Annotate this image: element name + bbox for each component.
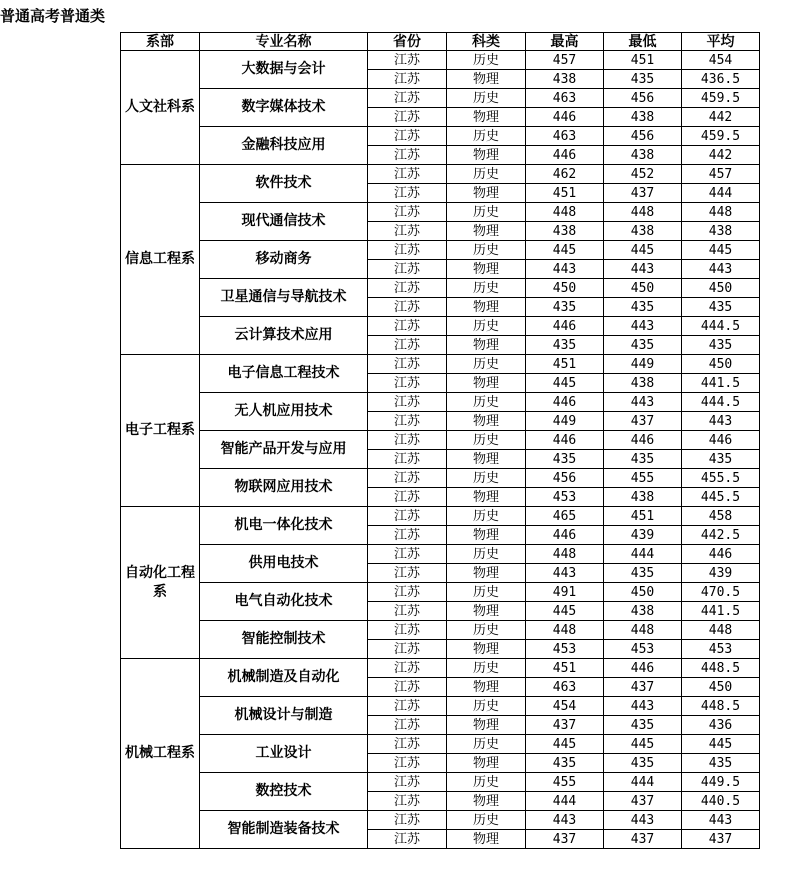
province-cell: 江苏 [368, 89, 447, 108]
subject-cell: 物理 [447, 374, 526, 393]
max-score-cell: 445 [526, 241, 604, 260]
max-score-cell: 463 [526, 127, 604, 146]
province-cell: 江苏 [368, 241, 447, 260]
province-cell: 江苏 [368, 830, 447, 849]
min-score-cell: 438 [604, 146, 682, 165]
max-score-cell: 463 [526, 678, 604, 697]
min-score-cell: 446 [604, 659, 682, 678]
province-cell: 江苏 [368, 279, 447, 298]
header-department: 系部 [121, 33, 200, 51]
header-row [121, 33, 760, 51]
major-name: 工业设计 [200, 735, 368, 773]
province-cell: 江苏 [368, 203, 447, 222]
avg-score-cell: 450 [682, 355, 760, 374]
province-cell: 江苏 [368, 545, 447, 564]
min-score-cell: 438 [604, 488, 682, 507]
avg-score-cell: 453 [682, 640, 760, 659]
min-score-cell: 443 [604, 697, 682, 716]
max-score-cell: 457 [526, 51, 604, 70]
max-score-cell: 446 [526, 526, 604, 545]
header-min: 最低 [604, 33, 682, 51]
table-row [121, 507, 760, 526]
subject-cell: 物理 [447, 70, 526, 89]
avg-score-cell: 450 [682, 678, 760, 697]
subject-cell: 物理 [447, 640, 526, 659]
subject-cell: 历史 [447, 51, 526, 70]
min-score-cell: 451 [604, 507, 682, 526]
min-score-cell: 443 [604, 260, 682, 279]
province-cell: 江苏 [368, 678, 447, 697]
avg-score-cell: 436.5 [682, 70, 760, 89]
major-name: 软件技术 [200, 165, 368, 203]
subject-cell: 物理 [447, 450, 526, 469]
min-score-cell: 438 [604, 374, 682, 393]
major-name: 电子信息工程技术 [200, 355, 368, 393]
department-name: 人文社科系 [125, 99, 195, 115]
major-name: 智能产品开发与应用 [200, 431, 368, 469]
major-name: 数字媒体技术 [200, 89, 368, 127]
subject-cell: 历史 [447, 393, 526, 412]
max-score-cell: 446 [526, 393, 604, 412]
max-score-cell: 450 [526, 279, 604, 298]
table-row [121, 51, 760, 70]
header-max: 最高 [526, 33, 604, 51]
province-cell: 江苏 [368, 621, 447, 640]
province-cell: 江苏 [368, 735, 447, 754]
min-score-cell: 456 [604, 127, 682, 146]
province-cell: 江苏 [368, 70, 447, 89]
min-score-cell: 438 [604, 108, 682, 127]
max-score-cell: 454 [526, 697, 604, 716]
min-score-cell: 456 [604, 89, 682, 108]
major-name: 物联网应用技术 [200, 469, 368, 507]
avg-score-cell: 442 [682, 146, 760, 165]
department-name: 信息工程系 [125, 251, 195, 267]
province-cell: 江苏 [368, 260, 447, 279]
min-score-cell: 445 [604, 241, 682, 260]
avg-score-cell: 438 [682, 222, 760, 241]
province-cell: 江苏 [368, 754, 447, 773]
min-score-cell: 435 [604, 716, 682, 735]
min-score-cell: 444 [604, 545, 682, 564]
avg-score-cell: 445 [682, 735, 760, 754]
max-score-cell: 462 [526, 165, 604, 184]
header-province: 省份 [368, 33, 447, 51]
province-cell: 江苏 [368, 412, 447, 431]
avg-score-cell: 435 [682, 450, 760, 469]
min-score-cell: 451 [604, 51, 682, 70]
subject-cell: 物理 [447, 260, 526, 279]
min-score-cell: 443 [604, 393, 682, 412]
avg-score-cell: 446 [682, 545, 760, 564]
subject-cell: 历史 [447, 659, 526, 678]
subject-cell: 物理 [447, 830, 526, 849]
province-cell: 江苏 [368, 564, 447, 583]
subject-cell: 历史 [447, 811, 526, 830]
province-cell: 江苏 [368, 108, 447, 127]
min-score-cell: 443 [604, 811, 682, 830]
province-cell: 江苏 [368, 602, 447, 621]
table-row [121, 773, 760, 792]
table-row [121, 545, 760, 564]
avg-score-cell: 450 [682, 279, 760, 298]
table-row [121, 89, 760, 108]
major-name: 智能控制技术 [200, 621, 368, 659]
department-name: 自动化工程系 [125, 564, 195, 600]
header-avg: 平均 [682, 33, 760, 51]
department-cell [121, 659, 200, 849]
department-name: 机械工程系 [125, 745, 195, 761]
max-score-cell: 491 [526, 583, 604, 602]
province-cell: 江苏 [368, 792, 447, 811]
table-row [121, 431, 760, 450]
max-score-cell: 446 [526, 317, 604, 336]
subject-cell: 历史 [447, 735, 526, 754]
min-score-cell: 443 [604, 317, 682, 336]
min-score-cell: 455 [604, 469, 682, 488]
min-score-cell: 437 [604, 830, 682, 849]
major-name: 供用电技术 [200, 545, 368, 583]
subject-cell: 历史 [447, 241, 526, 260]
min-score-cell: 445 [604, 735, 682, 754]
subject-cell: 历史 [447, 621, 526, 640]
subject-cell: 物理 [447, 108, 526, 127]
avg-score-cell: 459.5 [682, 127, 760, 146]
province-cell: 江苏 [368, 488, 447, 507]
subject-cell: 历史 [447, 165, 526, 184]
province-cell: 江苏 [368, 526, 447, 545]
table-row [121, 621, 760, 640]
subject-cell: 历史 [447, 773, 526, 792]
province-cell: 江苏 [368, 811, 447, 830]
subject-cell: 历史 [447, 507, 526, 526]
table-row [121, 811, 760, 830]
max-score-cell: 435 [526, 298, 604, 317]
avg-score-cell: 454 [682, 51, 760, 70]
province-cell: 江苏 [368, 393, 447, 412]
avg-score-cell: 446 [682, 431, 760, 450]
province-cell: 江苏 [368, 127, 447, 146]
subject-cell: 物理 [447, 602, 526, 621]
department-cell [121, 507, 200, 659]
avg-score-cell: 437 [682, 830, 760, 849]
min-score-cell: 435 [604, 70, 682, 89]
table-row [121, 241, 760, 260]
min-score-cell: 448 [604, 203, 682, 222]
max-score-cell: 438 [526, 222, 604, 241]
max-score-cell: 435 [526, 754, 604, 773]
min-score-cell: 448 [604, 621, 682, 640]
max-score-cell: 456 [526, 469, 604, 488]
province-cell: 江苏 [368, 165, 447, 184]
subject-cell: 物理 [447, 716, 526, 735]
table-row [121, 393, 760, 412]
subject-cell: 物理 [447, 146, 526, 165]
score-table [120, 32, 760, 849]
max-score-cell: 448 [526, 621, 604, 640]
avg-score-cell: 441.5 [682, 602, 760, 621]
subject-cell: 物理 [447, 412, 526, 431]
header-subject: 科类 [447, 33, 526, 51]
avg-score-cell: 448 [682, 621, 760, 640]
max-score-cell: 435 [526, 336, 604, 355]
avg-score-cell: 435 [682, 336, 760, 355]
table-row [121, 317, 760, 336]
max-score-cell: 445 [526, 735, 604, 754]
table-row [121, 583, 760, 602]
max-score-cell: 451 [526, 184, 604, 203]
min-score-cell: 437 [604, 184, 682, 203]
province-cell: 江苏 [368, 431, 447, 450]
avg-score-cell: 455.5 [682, 469, 760, 488]
department-cell [121, 355, 200, 507]
max-score-cell: 443 [526, 260, 604, 279]
subject-cell: 历史 [447, 431, 526, 450]
subject-cell: 物理 [447, 336, 526, 355]
major-name: 云计算技术应用 [200, 317, 368, 355]
avg-score-cell: 439 [682, 564, 760, 583]
max-score-cell: 437 [526, 830, 604, 849]
min-score-cell: 446 [604, 431, 682, 450]
avg-score-cell: 448 [682, 203, 760, 222]
min-score-cell: 435 [604, 564, 682, 583]
subject-cell: 历史 [447, 203, 526, 222]
avg-score-cell: 448.5 [682, 697, 760, 716]
province-cell: 江苏 [368, 298, 447, 317]
avg-score-cell: 444.5 [682, 317, 760, 336]
table-row [121, 279, 760, 298]
max-score-cell: 448 [526, 545, 604, 564]
major-name: 卫星通信与导航技术 [200, 279, 368, 317]
major-name: 金融科技应用 [200, 127, 368, 165]
subject-cell: 物理 [447, 526, 526, 545]
department-cell [121, 165, 200, 355]
min-score-cell: 435 [604, 336, 682, 355]
max-score-cell: 435 [526, 450, 604, 469]
subject-cell: 历史 [447, 89, 526, 108]
major-name: 移动商务 [200, 241, 368, 279]
avg-score-cell: 442.5 [682, 526, 760, 545]
max-score-cell: 463 [526, 89, 604, 108]
max-score-cell: 437 [526, 716, 604, 735]
min-score-cell: 450 [604, 279, 682, 298]
subject-cell: 物理 [447, 564, 526, 583]
avg-score-cell: 443 [682, 260, 760, 279]
avg-score-cell: 436 [682, 716, 760, 735]
subject-cell: 历史 [447, 583, 526, 602]
province-cell: 江苏 [368, 51, 447, 70]
table-row [121, 355, 760, 374]
max-score-cell: 453 [526, 488, 604, 507]
province-cell: 江苏 [368, 640, 447, 659]
major-name: 机电一体化技术 [200, 507, 368, 545]
min-score-cell: 444 [604, 773, 682, 792]
max-score-cell: 449 [526, 412, 604, 431]
max-score-cell: 444 [526, 792, 604, 811]
major-name: 大数据与会计 [200, 51, 368, 89]
subject-cell: 物理 [447, 754, 526, 773]
subject-cell: 历史 [447, 469, 526, 488]
province-cell: 江苏 [368, 317, 447, 336]
avg-score-cell: 459.5 [682, 89, 760, 108]
table-row [121, 469, 760, 488]
table-row [121, 165, 760, 184]
major-name: 现代通信技术 [200, 203, 368, 241]
department-name: 电子工程系 [125, 422, 195, 438]
max-score-cell: 438 [526, 70, 604, 89]
subject-cell: 物理 [447, 184, 526, 203]
max-score-cell: 465 [526, 507, 604, 526]
subject-cell: 物理 [447, 678, 526, 697]
subject-cell: 历史 [447, 355, 526, 374]
avg-score-cell: 435 [682, 754, 760, 773]
table-row [121, 203, 760, 222]
table-row [121, 735, 760, 754]
avg-score-cell: 457 [682, 165, 760, 184]
min-score-cell: 435 [604, 754, 682, 773]
min-score-cell: 452 [604, 165, 682, 184]
min-score-cell: 437 [604, 792, 682, 811]
avg-score-cell: 443 [682, 811, 760, 830]
province-cell: 江苏 [368, 146, 447, 165]
max-score-cell: 451 [526, 355, 604, 374]
province-cell: 江苏 [368, 450, 447, 469]
max-score-cell: 446 [526, 431, 604, 450]
max-score-cell: 445 [526, 374, 604, 393]
max-score-cell: 455 [526, 773, 604, 792]
min-score-cell: 439 [604, 526, 682, 545]
avg-score-cell: 445 [682, 241, 760, 260]
major-name: 机械制造及自动化 [200, 659, 368, 697]
province-cell: 江苏 [368, 374, 447, 393]
avg-score-cell: 449.5 [682, 773, 760, 792]
subject-cell: 历史 [447, 697, 526, 716]
subject-cell: 历史 [447, 279, 526, 298]
max-score-cell: 443 [526, 564, 604, 583]
max-score-cell: 443 [526, 811, 604, 830]
major-name: 数控技术 [200, 773, 368, 811]
avg-score-cell: 444 [682, 184, 760, 203]
avg-score-cell: 458 [682, 507, 760, 526]
avg-score-cell: 435 [682, 298, 760, 317]
table-row [121, 697, 760, 716]
province-cell: 江苏 [368, 583, 447, 602]
min-score-cell: 435 [604, 298, 682, 317]
min-score-cell: 437 [604, 678, 682, 697]
min-score-cell: 449 [604, 355, 682, 374]
min-score-cell: 438 [604, 222, 682, 241]
province-cell: 江苏 [368, 697, 447, 716]
max-score-cell: 446 [526, 146, 604, 165]
avg-score-cell: 445.5 [682, 488, 760, 507]
max-score-cell: 451 [526, 659, 604, 678]
max-score-cell: 445 [526, 602, 604, 621]
province-cell: 江苏 [368, 773, 447, 792]
avg-score-cell: 444.5 [682, 393, 760, 412]
province-cell: 江苏 [368, 469, 447, 488]
subject-cell: 物理 [447, 792, 526, 811]
min-score-cell: 450 [604, 583, 682, 602]
subject-cell: 历史 [447, 317, 526, 336]
province-cell: 江苏 [368, 336, 447, 355]
department-cell [121, 51, 200, 165]
max-score-cell: 453 [526, 640, 604, 659]
avg-score-cell: 470.5 [682, 583, 760, 602]
subject-cell: 物理 [447, 488, 526, 507]
page-title: 普通高考普通类 [0, 7, 106, 25]
subject-cell: 物理 [447, 298, 526, 317]
major-name: 电气自动化技术 [200, 583, 368, 621]
subject-cell: 历史 [447, 545, 526, 564]
min-score-cell: 435 [604, 450, 682, 469]
table-row [121, 127, 760, 146]
max-score-cell: 448 [526, 203, 604, 222]
avg-score-cell: 443 [682, 412, 760, 431]
major-name: 智能制造装备技术 [200, 811, 368, 849]
avg-score-cell: 441.5 [682, 374, 760, 393]
major-name: 机械设计与制造 [200, 697, 368, 735]
major-name: 无人机应用技术 [200, 393, 368, 431]
avg-score-cell: 448.5 [682, 659, 760, 678]
subject-cell: 历史 [447, 127, 526, 146]
avg-score-cell: 440.5 [682, 792, 760, 811]
header-major: 专业名称 [200, 33, 368, 51]
province-cell: 江苏 [368, 659, 447, 678]
max-score-cell: 446 [526, 108, 604, 127]
subject-cell: 物理 [447, 222, 526, 241]
province-cell: 江苏 [368, 507, 447, 526]
province-cell: 江苏 [368, 222, 447, 241]
province-cell: 江苏 [368, 716, 447, 735]
min-score-cell: 438 [604, 602, 682, 621]
min-score-cell: 437 [604, 412, 682, 431]
avg-score-cell: 442 [682, 108, 760, 127]
province-cell: 江苏 [368, 355, 447, 374]
province-cell: 江苏 [368, 184, 447, 203]
min-score-cell: 453 [604, 640, 682, 659]
table-row [121, 659, 760, 678]
